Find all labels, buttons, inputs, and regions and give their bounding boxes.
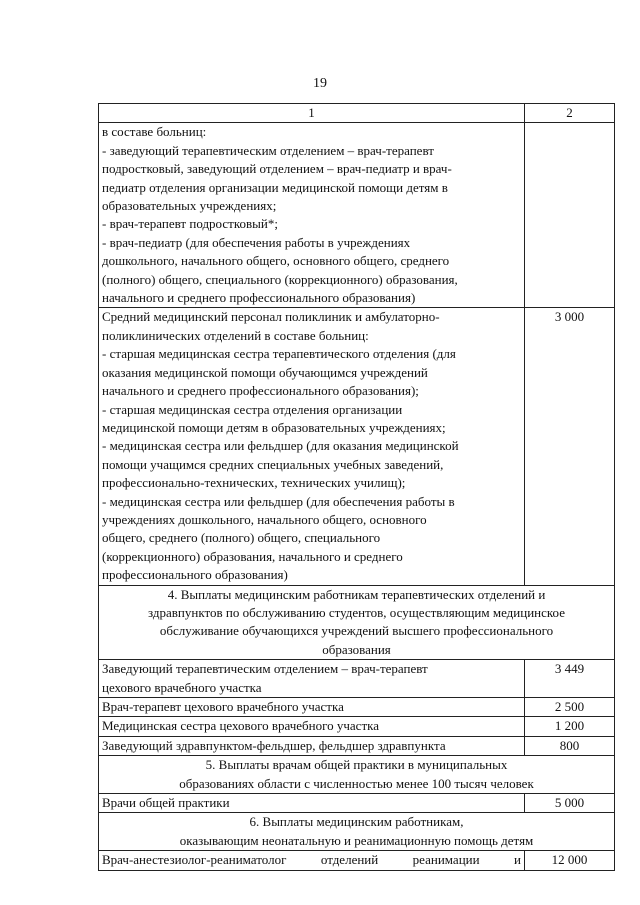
text-line: 5. Выплаты врачам общей практики в муниципальных (205, 757, 508, 773)
table-row (99, 794, 615, 813)
text-line: в составе больниц: (102, 124, 207, 140)
text-line: образованиях области с численностью менее 100 тысяч человек (179, 775, 534, 791)
row-value: 800 (525, 736, 615, 755)
table-row (99, 698, 615, 717)
word: и (514, 852, 521, 868)
table-row (99, 660, 615, 698)
text-line: медицинской помощи детям в образовательных учреждениях; (102, 419, 446, 435)
text-line: (полного) общего, специального (коррекционного) образования, (102, 271, 458, 287)
word: Врач-анестезиолог-реаниматолог (102, 852, 287, 868)
row-value: 2 500 (525, 698, 615, 717)
text-line: начального и среднего профессионального образования) (102, 290, 416, 306)
text-line: учреждениях дошкольного, начального общего, основного (102, 511, 427, 527)
row-description (99, 660, 525, 698)
row-description (99, 717, 525, 736)
text-line: дошкольного, начального общего, основного общего, среднего (102, 253, 450, 269)
text-line: начального и среднего профессионального образования); (102, 383, 419, 399)
text-line: подростковый, заведующий отделением – врач-педиатр и врач- (102, 161, 452, 177)
text-line: - медицинская сестра или фельдшер (для оказания медицинской (102, 438, 459, 454)
text-line: 6. Выплаты медицинским работникам, (249, 814, 464, 830)
text-line: - заведующий терапевтическим отделением – врач-терапевт (102, 142, 434, 158)
row-value: 1 200 (525, 717, 615, 736)
text-line: Заведующий терапевтическим отделением – врач-терапевт (102, 661, 428, 677)
text-line: цехового врачебного участка (102, 679, 262, 695)
section-heading-row (99, 585, 615, 660)
text-line: Врачи общей практики (102, 795, 230, 811)
word: отделений (320, 852, 379, 868)
row-description (99, 736, 525, 755)
section-5-heading (99, 756, 615, 794)
section-heading-row (99, 813, 615, 851)
row-value (525, 123, 615, 308)
table-row (99, 308, 615, 585)
column-header-2: 2 (525, 104, 615, 123)
table-row (99, 717, 615, 736)
text-line: оказывающим неонатальную и реанимационную помощь детям (179, 832, 534, 848)
row-description (99, 851, 525, 870)
text-line: Врач-терапевт цехового врачебного участка (102, 699, 344, 714)
text-line: профессионально-технических, технических училищ); (102, 475, 406, 491)
text-line: - врач-педиатр (для обеспечения работы в учреждениях (102, 234, 411, 250)
text-line: поликлинических отделений в составе больниц: (102, 327, 369, 343)
text-line: обслуживание обучающихся учреждений высшего профессионального (159, 623, 554, 639)
table-row (99, 123, 615, 308)
section-4-heading (99, 585, 615, 660)
row-description (99, 698, 525, 717)
text-line: - старшая медицинская сестра отделения организации (102, 401, 403, 417)
text-line: помощи учащимся средних специальных учебных заведений, (102, 456, 444, 472)
row-description (99, 308, 525, 585)
text-line: педиатр отделения организации медицинской помощи детям в (102, 179, 448, 195)
table-row (99, 736, 615, 755)
table-row (99, 851, 615, 870)
text-line: - медицинская сестра или фельдшер (для обеспечения работы в (102, 493, 455, 509)
row-value: 5 000 (525, 794, 615, 813)
text-line: образовательных учреждениях; (102, 198, 277, 214)
section-6-heading (99, 813, 615, 851)
page-number: 19 (313, 76, 327, 91)
text-line: оказания медицинской помощи обучающимся учреждений (102, 364, 428, 380)
row-description (99, 794, 525, 813)
text-line: - старшая медицинская сестра терапевтического отделения (для (102, 346, 456, 362)
text-line: общего, среднего (полного) общего, специального (102, 530, 381, 546)
column-header-1: 1 (99, 104, 525, 123)
text-line: Заведующий здравпунктом-фельдшер, фельдшер здравпункта (102, 737, 446, 753)
text-line: профессионального образования) (102, 567, 288, 583)
text-line: здравпунктов по обслуживанию студентов, осуществляющим медицинское (148, 604, 565, 620)
section-heading-row (99, 756, 615, 794)
row-value: 3 000 (525, 308, 615, 585)
text-line: образования (322, 641, 391, 657)
text-line: Средний медицинский персонал поликлиник и амбулаторно- (102, 309, 440, 325)
text-line: Медицинская сестра цехового врачебного участка (102, 718, 380, 734)
table-header-row (99, 104, 615, 123)
text-line: (коррекционного) образования, начального и среднего (102, 548, 403, 564)
row-description (99, 123, 525, 308)
word: реанимации (412, 852, 480, 868)
row-value: 3 449 (525, 660, 615, 698)
payments-table (98, 103, 615, 871)
row-value: 12 000 (525, 851, 615, 870)
text-line: 4. Выплаты медицинским работникам терапевтических отделений и (167, 586, 546, 602)
text-line: - врач-терапевт подростковый*; (102, 216, 278, 232)
text-line (102, 851, 521, 869)
